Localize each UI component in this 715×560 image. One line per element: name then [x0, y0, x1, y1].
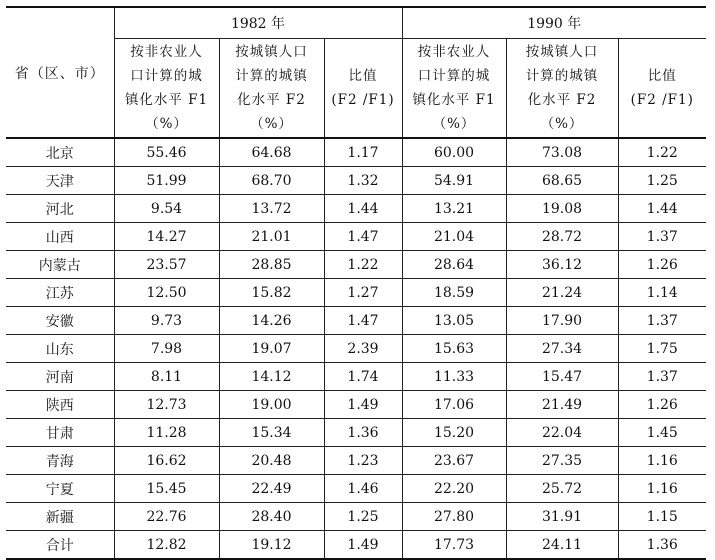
f1-1982-cell: 15.45 [114, 475, 219, 503]
table-row [6, 251, 706, 279]
f2-header-1982: 按城镇人口 计算的城镇 化水平 F2 （%） [219, 39, 324, 139]
f2-1982-cell: 15.34 [219, 419, 324, 447]
province-header: 省（区、市） [6, 7, 114, 138]
f2-1982-cell: 19.12 [219, 531, 324, 560]
ratio-1982-cell: 1.36 [324, 419, 402, 447]
f2-1990-cell: 36.12 [506, 251, 618, 279]
f2-1990-cell: 27.34 [506, 335, 618, 363]
f2-1982-cell: 68.70 [219, 167, 324, 195]
province-cell: 青海 [6, 447, 114, 475]
ratio-1982-cell: 1.47 [324, 307, 402, 335]
f2-header-1990: 按城镇人口 计算的城镇 化水平 F2 （%） [506, 39, 618, 139]
year-1982-header: 1982 年 [114, 7, 402, 39]
ratio-1982-cell: 1.27 [324, 279, 402, 307]
ratio-1990-cell: 1.37 [618, 307, 706, 335]
ratio-1990-cell: 1.14 [618, 279, 706, 307]
f1-1990-cell: 13.05 [402, 307, 506, 335]
f1-1982-cell: 12.82 [114, 531, 219, 560]
ratio-1990-cell: 1.26 [618, 251, 706, 279]
table-row [6, 391, 706, 419]
f2-1982-cell: 21.01 [219, 223, 324, 251]
ratio-1990-cell: 1.36 [618, 531, 706, 560]
province-cell: 河南 [6, 363, 114, 391]
f1-1990-cell: 18.59 [402, 279, 506, 307]
urbanization-table [6, 6, 706, 560]
f1-1982-cell: 51.99 [114, 167, 219, 195]
f2-1982-cell: 22.49 [219, 475, 324, 503]
f1-1990-cell: 11.33 [402, 363, 506, 391]
ratio-header-1982: 比值 (F2 /F1) [324, 39, 402, 139]
ratio-1990-cell: 1.16 [618, 447, 706, 475]
year-1990-header: 1990 年 [402, 7, 706, 39]
ratio-1990-cell: 1.44 [618, 195, 706, 223]
ratio-1982-cell: 1.23 [324, 447, 402, 475]
f1-1982-cell: 9.73 [114, 307, 219, 335]
urbanization-table-container [6, 6, 706, 560]
ratio-1990-cell: 1.25 [618, 167, 706, 195]
f1-1990-cell: 15.63 [402, 335, 506, 363]
ratio-1982-cell: 1.32 [324, 167, 402, 195]
f1-1982-cell: 12.50 [114, 279, 219, 307]
ratio-1982-cell: 2.39 [324, 335, 402, 363]
f2-1990-cell: 24.11 [506, 531, 618, 560]
f2-1990-cell: 68.65 [506, 167, 618, 195]
ratio-header-1990: 比值 (F2 /F1) [618, 39, 706, 139]
f2-1990-cell: 15.47 [506, 363, 618, 391]
table-row [6, 223, 706, 251]
f2-1982-cell: 14.26 [219, 307, 324, 335]
f1-1990-cell: 27.80 [402, 503, 506, 531]
ratio-1982-cell: 1.25 [324, 503, 402, 531]
f2-1982-cell: 28.40 [219, 503, 324, 531]
f2-1982-cell: 15.82 [219, 279, 324, 307]
f2-1990-cell: 28.72 [506, 223, 618, 251]
ratio-1990-cell: 1.22 [618, 138, 706, 167]
ratio-1982-cell: 1.74 [324, 363, 402, 391]
province-cell: 北京 [6, 138, 114, 167]
f1-1982-cell: 55.46 [114, 138, 219, 167]
f1-1990-cell: 22.20 [402, 475, 506, 503]
f2-1990-cell: 27.35 [506, 447, 618, 475]
f1-1982-cell: 16.62 [114, 447, 219, 475]
f1-1990-cell: 54.91 [402, 167, 506, 195]
table-row [6, 447, 706, 475]
f1-1990-cell: 28.64 [402, 251, 506, 279]
f1-header-1982: 按非农业人 口计算的城 镇化水平 F1 （%） [114, 39, 219, 139]
f2-1982-cell: 19.07 [219, 335, 324, 363]
table-row [6, 335, 706, 363]
table-row [6, 475, 706, 503]
f1-1990-cell: 21.04 [402, 223, 506, 251]
table-row [6, 195, 706, 223]
province-cell: 陕西 [6, 391, 114, 419]
ratio-1982-cell: 1.44 [324, 195, 402, 223]
province-cell: 甘肃 [6, 419, 114, 447]
f1-1982-cell: 8.11 [114, 363, 219, 391]
table-row [6, 363, 706, 391]
table-body [6, 138, 706, 559]
f1-1990-cell: 17.73 [402, 531, 506, 560]
f2-1990-cell: 73.08 [506, 138, 618, 167]
f1-header-1990: 按非农业人 口计算的城 镇化水平 F1 （%） [402, 39, 506, 139]
province-cell: 内蒙古 [6, 251, 114, 279]
f1-1990-cell: 13.21 [402, 195, 506, 223]
province-cell: 河北 [6, 195, 114, 223]
table-row [6, 531, 706, 560]
province-cell: 天津 [6, 167, 114, 195]
province-cell: 新疆 [6, 503, 114, 531]
ratio-1990-cell: 1.45 [618, 419, 706, 447]
ratio-1990-cell: 1.37 [618, 223, 706, 251]
f1-1990-cell: 60.00 [402, 138, 506, 167]
f2-1990-cell: 25.72 [506, 475, 618, 503]
ratio-1982-cell: 1.49 [324, 531, 402, 560]
f2-1990-cell: 21.24 [506, 279, 618, 307]
f2-1982-cell: 13.72 [219, 195, 324, 223]
province-cell: 宁夏 [6, 475, 114, 503]
table-row [6, 503, 706, 531]
f1-1990-cell: 17.06 [402, 391, 506, 419]
ratio-1990-cell: 1.16 [618, 475, 706, 503]
province-cell: 山东 [6, 335, 114, 363]
f2-1982-cell: 64.68 [219, 138, 324, 167]
ratio-1990-cell: 1.15 [618, 503, 706, 531]
ratio-1990-cell: 1.26 [618, 391, 706, 419]
ratio-1982-cell: 1.22 [324, 251, 402, 279]
ratio-1982-cell: 1.17 [324, 138, 402, 167]
f1-1982-cell: 23.57 [114, 251, 219, 279]
f2-1990-cell: 17.90 [506, 307, 618, 335]
province-cell: 山西 [6, 223, 114, 251]
table-row [6, 419, 706, 447]
header-row-years [6, 7, 706, 39]
ratio-1990-cell: 1.75 [618, 335, 706, 363]
f1-1982-cell: 14.27 [114, 223, 219, 251]
province-cell: 江苏 [6, 279, 114, 307]
province-cell: 合计 [6, 531, 114, 560]
f2-1990-cell: 21.49 [506, 391, 618, 419]
f2-1982-cell: 28.85 [219, 251, 324, 279]
f1-1990-cell: 15.20 [402, 419, 506, 447]
f1-1982-cell: 7.98 [114, 335, 219, 363]
f1-1982-cell: 12.73 [114, 391, 219, 419]
f2-1990-cell: 22.04 [506, 419, 618, 447]
f1-1982-cell: 11.28 [114, 419, 219, 447]
f2-1990-cell: 31.91 [506, 503, 618, 531]
table-row [6, 167, 706, 195]
ratio-1982-cell: 1.47 [324, 223, 402, 251]
f2-1990-cell: 19.08 [506, 195, 618, 223]
ratio-1982-cell: 1.49 [324, 391, 402, 419]
province-cell: 安徽 [6, 307, 114, 335]
ratio-1990-cell: 1.37 [618, 363, 706, 391]
f2-1982-cell: 19.00 [219, 391, 324, 419]
table-row [6, 307, 706, 335]
table-row [6, 279, 706, 307]
table-row [6, 138, 706, 167]
f2-1982-cell: 20.48 [219, 447, 324, 475]
f2-1982-cell: 14.12 [219, 363, 324, 391]
f1-1982-cell: 9.54 [114, 195, 219, 223]
ratio-1982-cell: 1.46 [324, 475, 402, 503]
f1-1982-cell: 22.76 [114, 503, 219, 531]
f1-1990-cell: 23.67 [402, 447, 506, 475]
